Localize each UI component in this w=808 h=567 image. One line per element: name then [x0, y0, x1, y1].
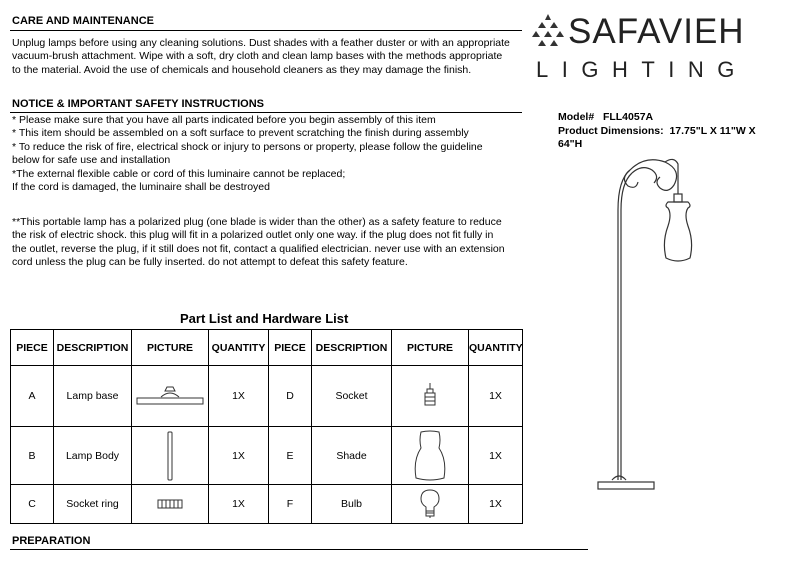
quantity-cell: 1X — [209, 366, 269, 427]
plug-line: the risk of electric shock. this plug will fit in a polarized outlet only one way. if the plug does not fit fully in — [12, 229, 494, 242]
care-rule — [10, 30, 522, 31]
notice-line: If the cord is damaged, the luminaire shall be destroyed — [12, 181, 270, 194]
column-header: PIECE — [11, 330, 54, 366]
dims-line1: 17.75"L X 11"W X — [669, 124, 756, 137]
parts-table — [10, 329, 523, 524]
notice-line: * To reduce the risk of fire, electrical shock or injury to persons or property, please follow the guideline — [12, 140, 483, 153]
brand-logo-icon — [532, 12, 572, 52]
quantity-cell: 1X — [469, 427, 523, 485]
plug-line: cord unless the plug can be fully inserted. do not attempt to defeat this safety feature. — [12, 256, 408, 269]
care-line: to the material. Avoid the use of chemicals and household cleaners as they may damage the finish. — [12, 63, 472, 76]
parts-title: Part List and Hardware List — [180, 311, 349, 326]
brand-name: SAFAVIEH — [568, 12, 745, 51]
table-row — [11, 485, 523, 524]
quantity-cell: 1X — [469, 485, 523, 524]
dims-label: Product Dimensions: — [558, 124, 664, 137]
column-header: QUANTITY — [469, 330, 523, 366]
notice-heading: NOTICE & IMPORTANT SAFETY INSTRUCTIONS — [12, 98, 264, 110]
description-cell: Shade — [312, 427, 392, 485]
notice-rule — [10, 112, 522, 113]
piece-cell: D — [269, 366, 312, 427]
care-line: Unplug lamps before using any cleaning solutions. Dust shades with a feather duster or with an appropriate — [12, 37, 510, 49]
description-cell: Socket — [312, 366, 392, 427]
table-row — [11, 427, 523, 485]
preparation-rule — [10, 549, 588, 550]
piece-cell: C — [11, 485, 54, 524]
notice-paragraph — [12, 114, 483, 194]
preparation-heading: PREPARATION — [12, 535, 91, 547]
piece-cell: E — [269, 427, 312, 485]
dims-line2: 64"H — [558, 138, 583, 150]
notice-line: * Please make sure that you have all parts indicated before you begin assembly of this item — [12, 114, 436, 126]
column-header: PICTURE — [132, 330, 209, 366]
notice-line: *The external flexible cable or cord of this luminaire cannot be replaced; — [12, 167, 346, 180]
description-cell: Socket ring — [54, 485, 132, 524]
column-header: PICTURE — [392, 330, 469, 366]
plug-line: the outlet, reverse the plug, if it still does not fit, contact a qualified electrician. never use with an extension — [12, 242, 505, 255]
quantity-cell: 1X — [469, 366, 523, 427]
socket-icon — [392, 366, 469, 427]
piece-cell: B — [11, 427, 54, 485]
lamp-illustration — [590, 150, 710, 495]
quantity-cell: 1X — [209, 485, 269, 524]
piece-cell: F — [269, 485, 312, 524]
column-header: DESCRIPTION — [54, 330, 132, 366]
shade-icon — [392, 427, 469, 485]
care-line: vacuum-brush attachment. Wipe with a soft, dry cloth and clean lamp bases with the methods appropriate — [12, 50, 503, 63]
model-number: FLL4057A — [602, 111, 654, 123]
notice-line: * This item should be assembled on a soft surface to prevent scratching the finish during assembly — [12, 127, 469, 140]
column-header: DESCRIPTION — [312, 330, 392, 366]
product-info — [558, 111, 756, 152]
bulb-icon — [392, 485, 469, 524]
description-cell: Bulb — [312, 485, 392, 524]
plug-line: **This portable lamp has a polarized plug (one blade is wider than the other) as a safety feature to reduce — [12, 216, 502, 228]
table-header-row — [11, 330, 523, 366]
care-heading: CARE AND MAINTENANCE — [12, 15, 154, 27]
piece-cell: A — [11, 366, 54, 427]
notice-line: below for safe use and installation — [12, 154, 171, 167]
lamp-base-icon — [132, 366, 209, 427]
table-row — [11, 366, 523, 427]
model-label: Model# — [558, 111, 595, 123]
brand-sub: LIGHTING — [536, 57, 748, 82]
column-header: PIECE — [269, 330, 312, 366]
plug-paragraph — [12, 216, 505, 270]
column-header: QUANTITY — [209, 330, 269, 366]
description-cell: Lamp base — [54, 366, 132, 427]
care-paragraph — [12, 37, 510, 77]
quantity-cell: 1X — [209, 427, 269, 485]
description-cell: Lamp Body — [54, 427, 132, 485]
lamp-body-rod-icon — [132, 427, 209, 485]
socket-ring-icon — [132, 485, 209, 524]
